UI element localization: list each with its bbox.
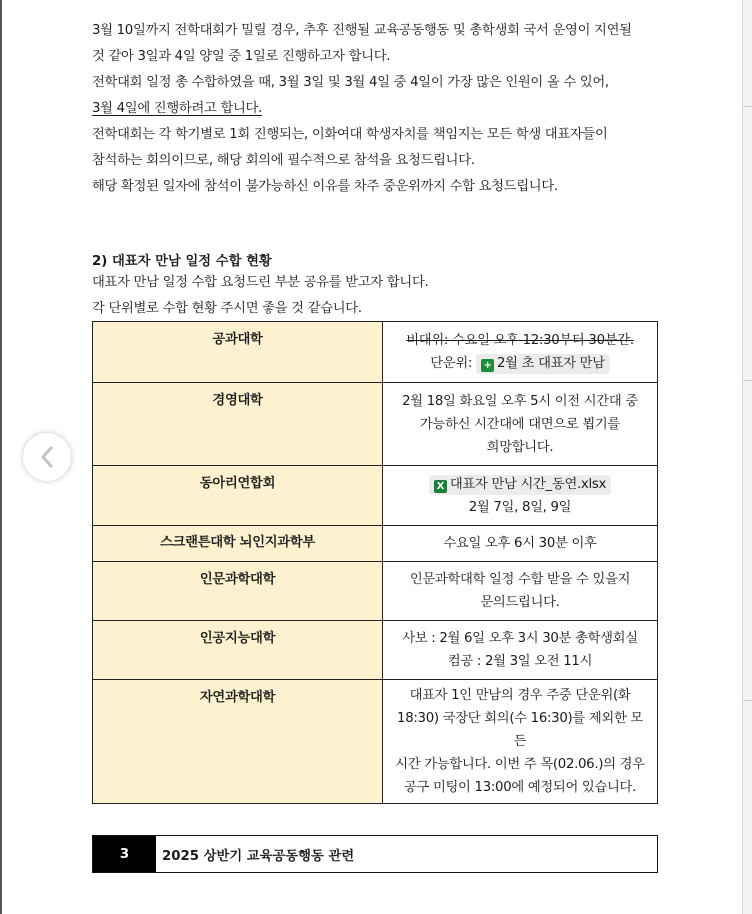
- chip-label: 대표자 만남 시간_동연.xlsx: [449, 476, 607, 492]
- page-frame-left: [0, 0, 2, 914]
- body-line: 것 같아 3일과 4일 양일 중 1일로 진행하고자 합니다.: [92, 49, 391, 64]
- calendar-event-chip[interactable]: [476, 354, 610, 374]
- info-cell: [383, 680, 658, 804]
- footer-title: 2025 상반기 교육공동행동 관련: [162, 848, 355, 864]
- schedule-table: [92, 321, 658, 804]
- chevron-left-icon: [39, 445, 55, 469]
- page-frame-right: [742, 0, 752, 914]
- info-line: 문의드립니다.: [480, 595, 560, 610]
- edge-marker: [743, 106, 752, 107]
- section-heading: 2) 대표자 만남 일정 수합 현황: [92, 254, 272, 269]
- calendar-event-icon: +: [481, 359, 494, 372]
- info-line: [393, 473, 647, 496]
- body-line: 3월 10일까지 전학대회가 밀릴 경우, 추후 진행될 교육공동행동 및 총학생회 국서 운영이 지연될: [92, 23, 632, 38]
- info-line: 18:30) 국장단 회의(수 16:30)를 제외한 모든: [397, 711, 643, 749]
- info-line: 희망합니다.: [486, 439, 554, 455]
- info-cell: [383, 322, 658, 383]
- info-cell: [383, 562, 658, 621]
- table-row: [93, 526, 658, 562]
- struck-text: 비대위: 수요일 오후 12:30부터 30분간.: [406, 333, 634, 348]
- unit-cell: 자연과학대학: [93, 680, 383, 804]
- page-footer: [92, 835, 658, 873]
- info-line: 컴공 : 2월 3일 오전 11시: [447, 654, 593, 669]
- unit-cell: 공과대학: [93, 322, 383, 383]
- body-line-underlined: 3월 4일에 진행하려고 합니다.: [92, 101, 263, 116]
- info-line: 시간 가능합니다. 이번 주 목(02.06.)의 경우: [395, 757, 645, 772]
- table-row: [93, 621, 658, 680]
- section-intro: 대표자 만남 일정 수합 요청드린 부분 공유를 받고자 합니다.: [92, 275, 429, 290]
- page-number: 3: [93, 836, 156, 872]
- table-row: [93, 383, 658, 466]
- body-line: 참석하는 회의이므로, 해당 회의에 필수적으로 참석을 요청드립니다.: [92, 153, 475, 168]
- label: 단운위:: [430, 356, 473, 371]
- info-line: 인문과학대학 일정 수합 받을 수 있을지: [409, 572, 631, 587]
- table-row: [93, 680, 658, 804]
- info-cell: [383, 621, 658, 680]
- info-line: 공구 미팅이 13:00에 예정되어 있습니다.: [403, 780, 637, 795]
- info-line: 사보 : 2월 6일 오후 3시 30분 총학생회실: [402, 631, 638, 646]
- info-line: 가능하신 시간대에 대면으로 뵙기를: [420, 416, 620, 432]
- body-line: 전학대회 일정 총 수합하였을 때, 3월 3일 및 3월 4일 중 4일이 가장 많은 인원이 올 수 있어,: [92, 75, 609, 90]
- unit-cell: 인공지능대학: [93, 621, 383, 680]
- unit-cell: 경영대학: [93, 383, 383, 466]
- info-line: [393, 352, 647, 375]
- unit-cell: 동아리연합회: [93, 466, 383, 526]
- info-cell: [383, 466, 658, 526]
- info-cell: [383, 383, 658, 466]
- info-line: 수요일 오후 6시 30분 이후: [443, 536, 597, 551]
- spreadsheet-file-chip[interactable]: [429, 475, 611, 495]
- table-row: [93, 466, 658, 526]
- info-line: 2월 7일, 8일, 9일: [468, 499, 572, 515]
- unit-cell: 스크랜튼대학 뇌인지과학부: [93, 526, 383, 562]
- spreadsheet-file-icon: X: [434, 480, 447, 493]
- edge-marker: [743, 380, 752, 381]
- table-row: [93, 322, 658, 383]
- info-cell: [383, 526, 658, 562]
- edge-marker: [743, 700, 752, 701]
- table-row: [93, 562, 658, 621]
- previous-page-button[interactable]: [23, 433, 71, 481]
- unit-cell: 인문과학대학: [93, 562, 383, 621]
- body-line: 해당 확정된 일자에 참석이 불가능하신 이유를 차주 중운위까지 수합 요청드립니다.: [92, 179, 558, 194]
- body-line: 전학대회는 각 학기별로 1회 진행되는, 이화여대 학생자치를 책임지는 모든 학생 대표자들이: [92, 127, 608, 142]
- info-line: 대표자 1인 만남의 경우 주중 단운위(화: [409, 688, 631, 703]
- section-intro: 각 단위별로 수합 현황 주시면 좋을 것 같습니다.: [92, 301, 362, 316]
- info-line: 2월 18일 화요일 오후 5시 이전 시간대 중: [402, 393, 638, 409]
- chip-label: 2월 초 대표자 만남: [497, 356, 605, 371]
